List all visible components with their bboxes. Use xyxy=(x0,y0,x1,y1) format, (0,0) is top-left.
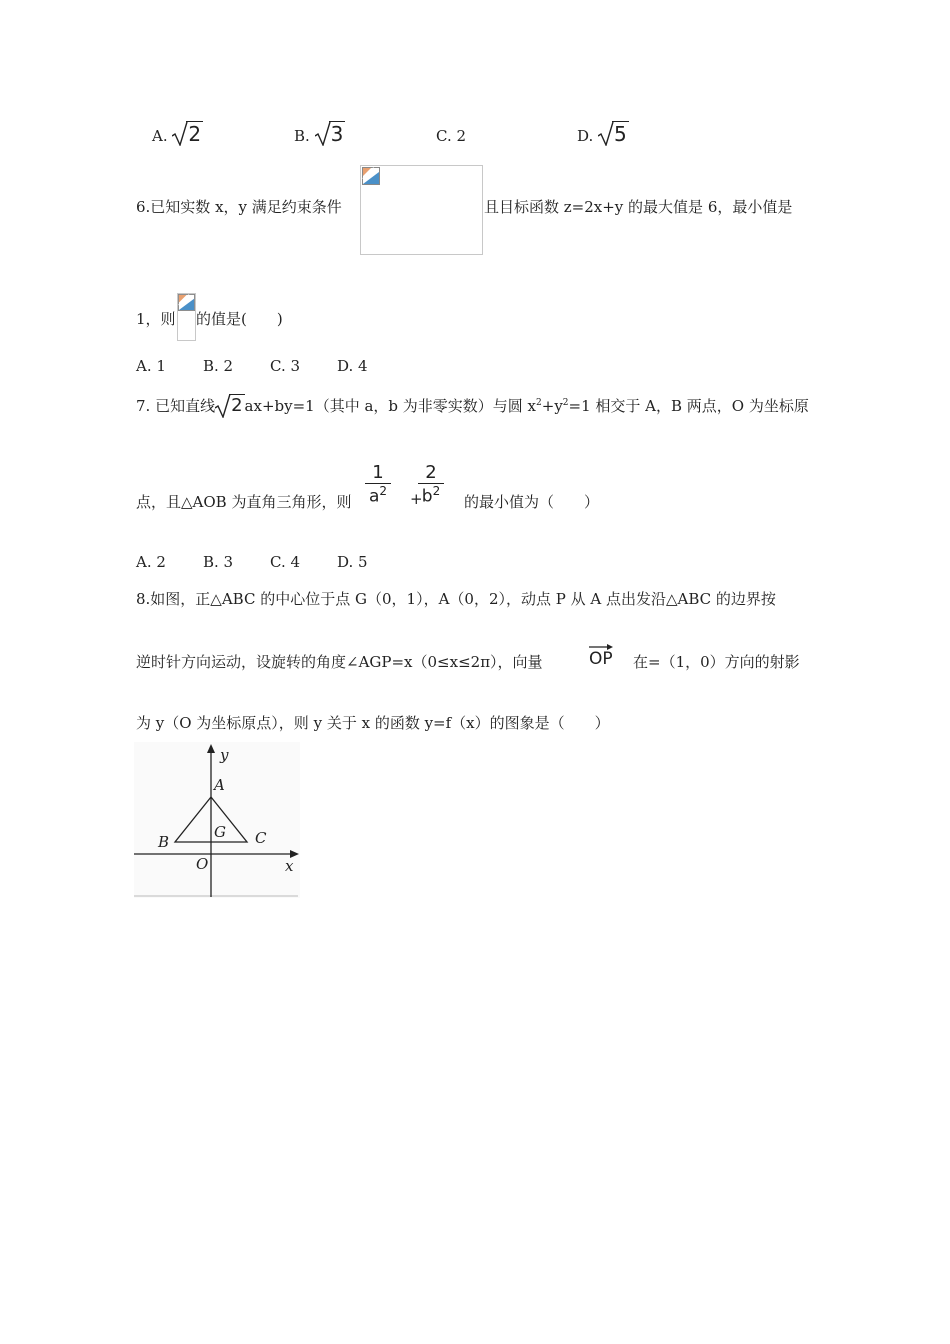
q6-option-c: C. 3 xyxy=(270,357,301,375)
constraint-image-placeholder xyxy=(360,165,483,255)
q7-option-a: A. 2 xyxy=(136,553,166,571)
radical-sign-icon xyxy=(215,394,231,418)
sqrt-expression xyxy=(172,124,203,144)
exponent: 2 xyxy=(432,484,441,498)
plus-sign: + xyxy=(410,490,423,508)
numerator: 2 xyxy=(425,462,437,483)
q7-line1 xyxy=(136,393,809,416)
label-o: O xyxy=(196,855,209,873)
q6-line2-after: 的值是( ) xyxy=(196,310,283,328)
label-y: y xyxy=(220,746,229,764)
denominator: a xyxy=(368,486,380,507)
q6-line1-after: 且目标函数 z=2x+y 的最大值是 6，最小值是 xyxy=(484,198,793,216)
radicand: 5 xyxy=(614,122,627,146)
q5-option-b xyxy=(294,124,345,145)
sqrt-expression xyxy=(215,396,244,416)
sqrt-expression xyxy=(315,124,346,144)
label-x: x xyxy=(285,857,294,875)
q6-option-d: D. 4 xyxy=(337,357,368,375)
q8-line2-before: 逆时针方向运动，设旋转的角度∠AGP=x（0≤x≤2π），向量 xyxy=(136,653,543,671)
broken-image-icon xyxy=(178,294,195,311)
label-g: G xyxy=(214,823,226,841)
exponent: 2 xyxy=(562,398,569,408)
q7-line1-after: ax+by=1（其中 a，b 为非零实数）与圆 x xyxy=(244,397,537,415)
option-label: A. xyxy=(152,127,168,145)
label-a: A xyxy=(214,776,225,794)
q6-option-a: A. 1 xyxy=(136,357,166,375)
q6-option-b: B. 2 xyxy=(203,357,234,375)
figure-background xyxy=(134,742,300,898)
q5-option-c: C. 2 xyxy=(436,127,467,145)
q7-option-d: D. 5 xyxy=(337,553,368,571)
q6-line2-before: 1，则 xyxy=(136,310,176,328)
exponent: 2 xyxy=(379,484,388,498)
vector-label: OP xyxy=(589,649,613,669)
sqrt-expression xyxy=(598,124,629,144)
label-c: C xyxy=(255,829,267,847)
numerator: 1 xyxy=(372,462,384,483)
broken-image-icon xyxy=(362,167,380,185)
q7-line1-mid: +y xyxy=(541,397,563,415)
denominator: b xyxy=(421,486,433,507)
radicand: 2 xyxy=(231,395,243,416)
q5-option-d xyxy=(577,124,629,145)
q7-line1-before: 7. 已知直线 xyxy=(136,397,216,415)
fraction-1-over-a-squared xyxy=(365,462,391,507)
q7-option-b: B. 3 xyxy=(203,553,234,571)
q6-line1-before: 6.已知实数 x，y 满足约束条件 xyxy=(136,198,342,216)
radical-sign-icon xyxy=(172,122,188,146)
q7-line2-before: 点，且△AOB 为直角三角形，则 xyxy=(136,493,352,511)
q8-line2-after: 在=（1，0）方向的射影 xyxy=(633,653,800,671)
expression-image-placeholder xyxy=(177,293,196,341)
vector-op xyxy=(589,649,613,669)
q7-option-c: C. 4 xyxy=(270,553,301,571)
exponent: 2 xyxy=(536,398,542,408)
triangle-figure xyxy=(134,742,300,898)
label-b: B xyxy=(158,833,170,851)
q8-line3: 为 y（O 为坐标原点），则 y 关于 x 的函数 y=f（x）的图象是（ ） xyxy=(136,714,610,732)
vector-arrow-icon xyxy=(589,643,613,651)
radicand: 3 xyxy=(330,122,344,146)
q8-line1: 8.如图，正△ABC 的中心位于点 G（0，1），A（0，2），动点 P 从 A 点出发沿△ABC 的边界按 xyxy=(136,590,776,608)
q7-line2-after: 的最小值为（ ） xyxy=(464,493,600,511)
q7-line1-end: =1 相交于 A，B 两点，O 为坐标原 xyxy=(568,397,809,415)
option-label: D. xyxy=(577,127,594,145)
fraction-2-over-b-squared xyxy=(418,462,444,507)
radicand: 2 xyxy=(188,122,202,146)
q5-option-a xyxy=(152,124,203,145)
option-label: B. xyxy=(294,127,310,145)
radical-sign-icon xyxy=(315,122,331,146)
radical-sign-icon xyxy=(598,122,614,146)
